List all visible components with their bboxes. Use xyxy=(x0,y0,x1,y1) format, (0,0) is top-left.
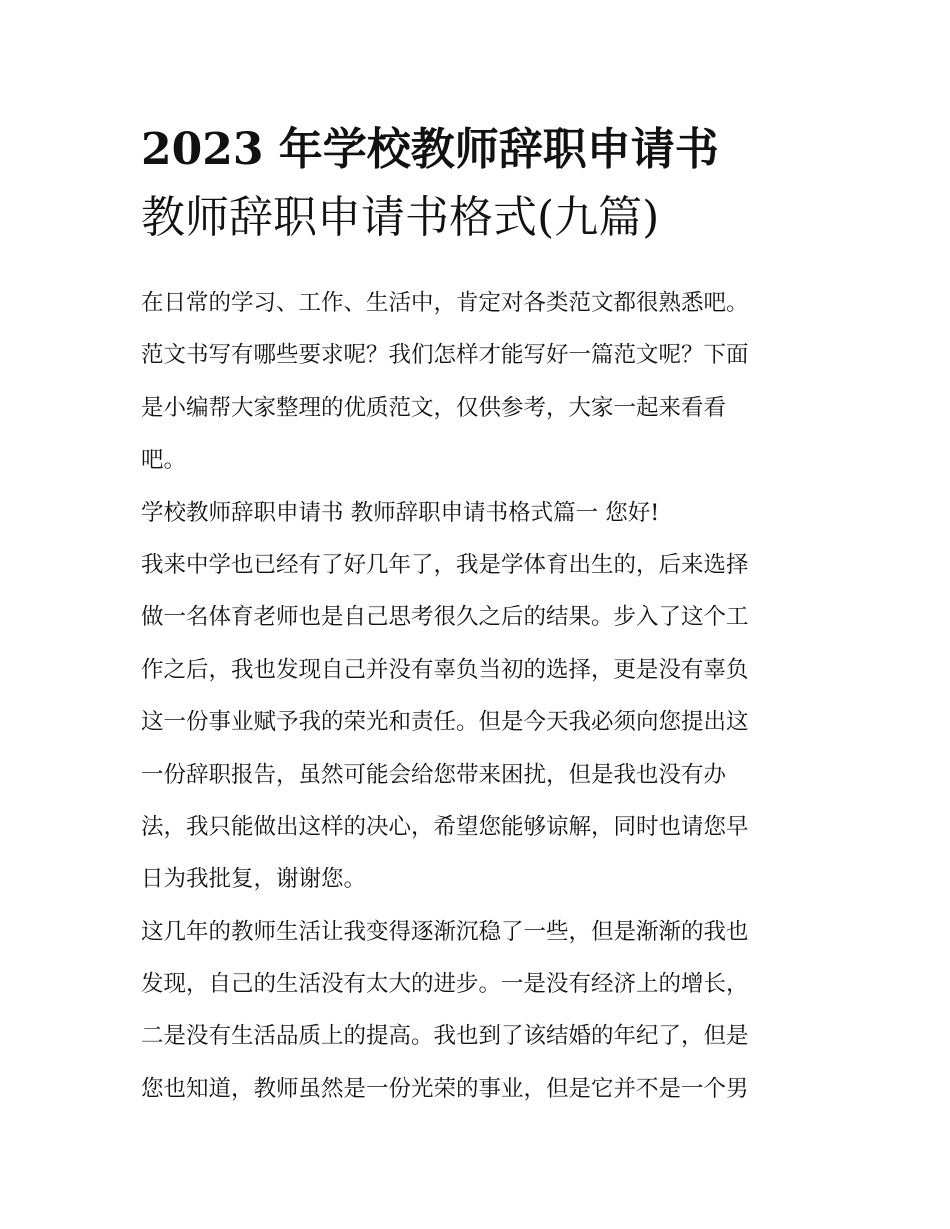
intro-line-1: 在日常的学习、工作、生活中，肯定对各类范文都很熟悉吧。 xyxy=(141,290,749,316)
paragraph-line: 您也知道，教师虽然是一份光荣的事业，但是它并不是一个男 xyxy=(141,1075,749,1102)
paragraph-line: 我来中学也已经有了好几年了，我是学体育出生的，后来选择 xyxy=(141,551,749,578)
paragraph-line: 这一份事业赋予我的荣光和责任。但是今天我必须向您提出这 xyxy=(141,709,749,736)
paragraph-line: 日为我批复，谢谢您。 xyxy=(141,866,367,893)
paragraph-line: 这几年的教师生活让我变得逐渐沉稳了一些，但是渐渐的我也 xyxy=(141,918,749,945)
paragraph-line: 发现，自己的生活没有太大的进步。一是没有经济上的增长， xyxy=(141,971,749,998)
paragraph-line: 做一名体育老师也是自己思考很久之后的结果。步入了这个工 xyxy=(141,604,749,631)
paragraph-line: 一份辞职报告，虽然可能会给您带来困扰，但是我也没有办 xyxy=(141,761,727,788)
section-heading-line: 学校教师辞职申请书 教师辞职申请书格式篇一 您好! xyxy=(141,499,660,526)
title-line-2: 教师辞职申请书格式(九篇) xyxy=(141,192,660,243)
title-line-1: 2023 年学校教师辞职申请书 xyxy=(141,124,719,175)
paragraph-line: 法，我只能做出这样的决心，希望您能够谅解，同时也请您早 xyxy=(141,813,749,840)
document-title xyxy=(141,118,841,250)
intro-line-3: 是小编帮大家整理的优质范文，仅供参考，大家一起来看看 xyxy=(141,394,727,421)
intro-line-4: 吧。 xyxy=(141,447,187,474)
paragraph-line: 二是没有生活品质上的提高。我也到了该结婚的年纪了，但是 xyxy=(141,1023,749,1050)
paragraph-line: 作之后，我也发现自己并没有辜负当初的选择，更是没有辜负 xyxy=(141,656,749,683)
intro-line-2: 范文书写有哪些要求呢？我们怎样才能写好一篇范文呢？下面 xyxy=(141,342,749,369)
document-body xyxy=(141,277,813,1115)
